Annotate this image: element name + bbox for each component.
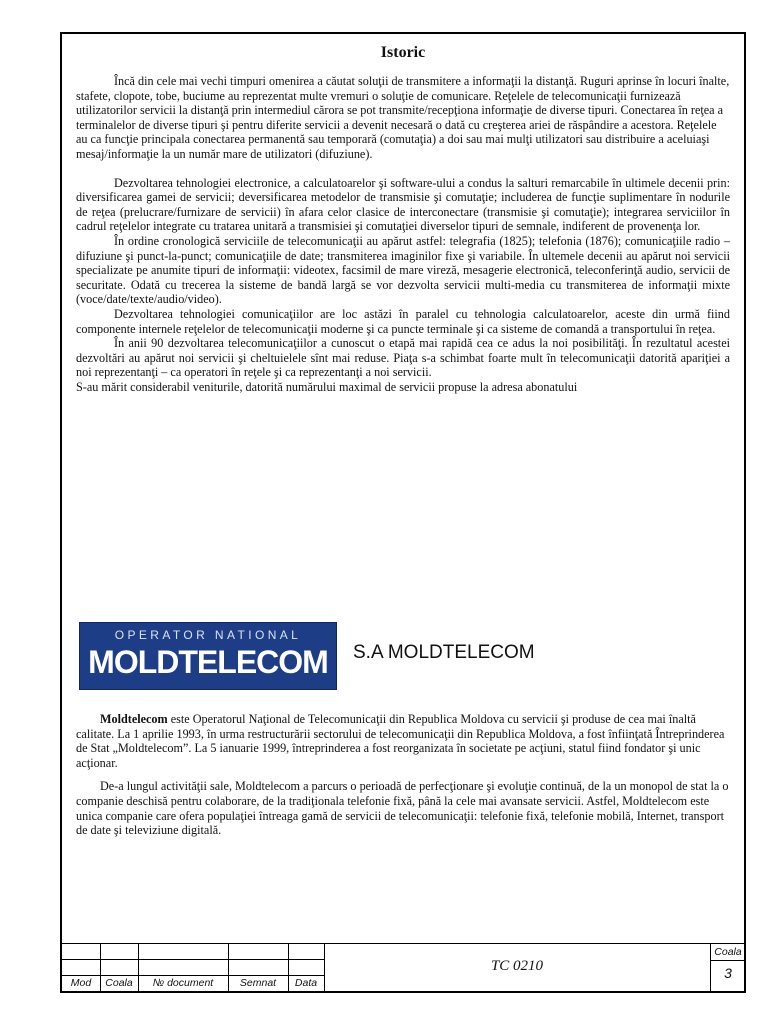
col-document-label: № document xyxy=(152,977,214,989)
col-coala-label: Coala xyxy=(105,977,133,989)
section-heading: Istoric xyxy=(380,44,426,61)
col-mod-label: Mod xyxy=(70,977,92,989)
col-semnat-label: Semnat xyxy=(239,977,277,989)
main-content xyxy=(76,40,730,394)
paragraph-company-activity: De-a lungul activităţii sale, Moldtelecom a parcurs o perioadă de perfecţionare şi evoluţie continuă, de la un monopol de stat la o companie deschisă pentru colaborare, de la tradiţionala telefonie fixă, până la cele mai avansate servicii. Astfel, Moldtelecom este unica companie care ofera populaţiei întreaga gamă de servicii de telecomunicaţii: telefonie fixă, telefonie mobilă, Internet, transport de date şi televiziune digitală. xyxy=(76,779,729,838)
sheet-number: 3 xyxy=(724,965,732,981)
logo-main-text: MOLDTELECOM xyxy=(88,644,328,680)
revision-grid xyxy=(62,944,324,992)
paragraph-revenue: S-au mărit considerabil veniturile, datorită numărului maximal de servicii propuse la adresa abonatului xyxy=(76,379,578,394)
moldtelecom-logo xyxy=(79,622,337,690)
page-frame xyxy=(60,32,746,993)
sheet-label: Coala xyxy=(714,946,742,958)
document-code: TC 0210 xyxy=(490,958,544,974)
paragraph-nineties: În anii 90 dezvoltarea telecomunicaţiilor a cunoscut o etapă mai rapidă cea ce adus la noi posibilităţi. În rezultatul acestei dezvoltări au apărut noi servicii şi cheltuielele sînt mai reduse. Piaţa s-a schimbat foarte mult în telecomunicaţii datorită apariţiei a noi reprezentanţi – ca operatori în reţele şi ca reprezentanţi a noi servicii. xyxy=(76,336,730,380)
logo-top-text: OPERATOR NATIONAL xyxy=(114,628,302,642)
paragraph-intro: Încă din cele mai vechi timpuri omenirea a căutat soluţii de transmitere a informaţii la distanţă. Ruguri aprinse în locuri înalte, stafete, clopote, tobe, buciume au reprezentat multe vremuri o soluţie de comunicare. Reţelele de telecomunicaţii furnizează utilizatorilor servicii la distanţă prin intermediul cărora se pot transmite/recepţiona informaţie de diverse tipuri. Conectarea în reţea a terminalelor de diverse tipuri şi pentru diferite servicii a devenit necesară o dată cu creşterea ariei de răspândire a acestora. Reţelele au ca funcţie principala conectarea permanentă sau temporară (comutaţia) a doi sau mai mulţi utilizatori sau distribuire a aceluiaşi mesaj/informaţie la un număr mare de utilizatori (difuziune). xyxy=(76,74,730,161)
paragraph-technology: Dezvoltarea tehnologiei comunicaţiilor are loc astăzi în paralel cu tehnologia calculatoarelor, aceste din urmă fiind componente internele reţelelor de telecomunicaţii moderne şi ca puncte terminale şi ca sisteme de comandă a transportului în reţea. xyxy=(76,306,730,336)
paragraph-development: Dezvoltarea tehnologiei electronice, a calculatoarelor şi software-ului a condus la salturi remarcabile în ultimele decenii prin: diversificarea gamei de servicii; deversificarea metodelor de transmisie şi comutaţie; includerea de funcţie suplimentare în nodurile de reţea (prelucrare/furnizare de servicii) în afara celor clasice de interconectare (transmisie şi comutaţie); integrarea serviciilor în cadrul reţelelor integrate cu tratarea unitară a transmisiei şi comutaţiei diverselor tipuri de semnale, indiferent de provenenţa lor. xyxy=(76,175,730,234)
col-data-label: Data xyxy=(294,977,318,989)
company-section xyxy=(76,712,730,838)
title-block xyxy=(62,943,744,992)
company-header xyxy=(79,622,719,692)
company-title: S.A MOLDTELECOM xyxy=(353,642,535,663)
company-name-bold: Moldtelecom xyxy=(100,712,168,726)
paragraph-chronology: În ordine cronologică serviciile de telecomunicaţii au apărut astfel: telegrafia (1825); telefonia (1876); comunicaţiile radio – difuziune şi punct-la-punct; comunicaţiile de date; transmiterea imaginilor fixe şi variabile. În ultemele decenii au apărut noi servicii specializate pe anumite tipuri de informaţii: videotex, facsimil de mare vireză, mesagerie electronică, teleconferinţă audio, servicii de securitate. Odată cu trecerea la sisteme de bandă largă se vor dezvolta servicii multi-media cu transmiterea de informaţii mixte (voce/date/texte/audio/video). xyxy=(76,233,730,307)
paragraph-company-intro: este Operatorul Naţional de Telecomunicaţii din Republica Moldova cu servicii şi produse de cea mai înaltă calitate. La 1 aprilie 1993, în urma restructurării sectorului de telecomunicaţii din Republica Moldova, a fost înfiinţată Întreprinderea de Stat „Moldtelecom”. La 5 ianuarie 1999, întreprinderea a fost reorganizata în societate pe acţiuni, statul fiind fondator şi unic acţionar. xyxy=(76,712,725,770)
